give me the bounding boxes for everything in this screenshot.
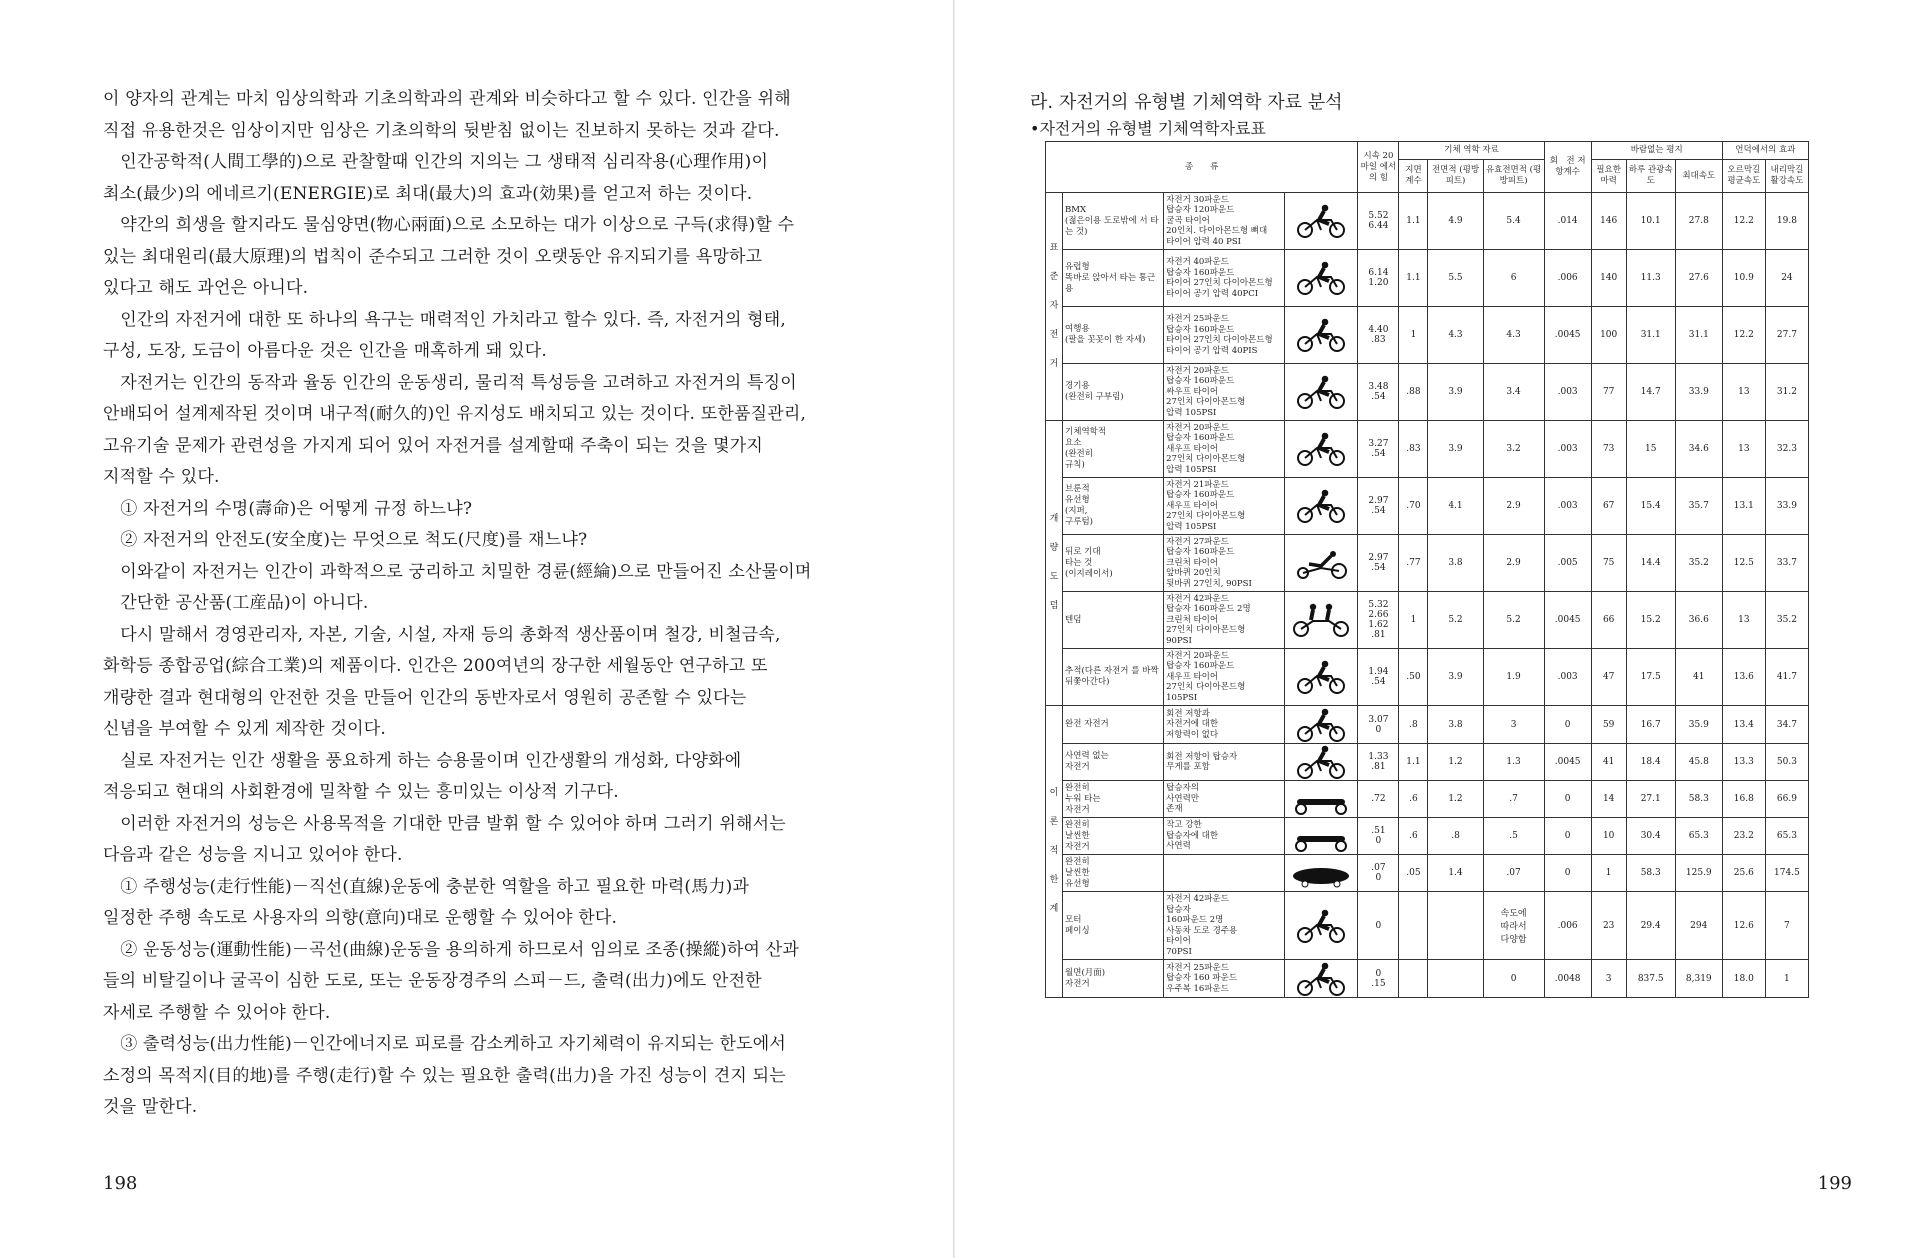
table-row [1046,592,1809,649]
value-cell-h2: 35.2 [1765,592,1808,649]
header-calm-group: 바람없는 평지 [1591,142,1722,160]
value-cell-h2: 65.3 [1765,818,1808,855]
bike-type-cell: 완전히 누워 타는 자전거 [1063,781,1164,818]
rider-pictogram-icon [1285,535,1358,592]
left-body-text [103,84,893,1124]
value-cell-rot: 0 [1544,781,1591,818]
rider-pictogram-icon [1285,892,1358,960]
bike-type-cell: 사연력 없는 자전거 [1063,744,1164,781]
value-cell-h2: 32.3 [1765,421,1808,478]
value-cell-c2: 3.8 [1428,535,1483,592]
value-cell-h1: 10.9 [1722,250,1765,307]
value-cell-m1: 14 [1591,781,1626,818]
section-title: 라. 자전거의 유형별 기체역학 자료 분석 [1030,92,1343,113]
value-cell-m3: 58.3 [1675,781,1722,818]
value-cell-speed: 2.97 .54 [1358,535,1399,592]
value-cell-c2: 1.4 [1428,855,1483,892]
value-cell-m2: 29.4 [1626,892,1675,960]
value-cell-m3: 45.8 [1675,744,1722,781]
value-cell-h1: 13 [1722,364,1765,421]
value-cell-rot: 0 [1544,855,1591,892]
value-cell-h1: 12.6 [1722,892,1765,960]
table-row [1046,307,1809,364]
value-cell-h2: 66.9 [1765,781,1808,818]
value-cell-c2: 4.1 [1428,478,1483,535]
body-line: 이와같이 자전거는 인간이 과학적으로 궁리하고 치밀한 경륜(經綸)으로 만들어진 소산물이며 [103,561,812,582]
table-row [1046,818,1809,855]
value-cell-h1: 25.6 [1722,855,1765,892]
bike-type-cell: 완전히 날씬한 자전거 [1063,818,1164,855]
rider-pictogram-icon [1285,706,1358,744]
right-page [955,0,1910,1258]
bike-type-cell: 브룬적 유선형 (지퍼, 구루텀) [1063,478,1164,535]
table-row [1046,364,1809,421]
body-line: ③ 출력성능(出力性能)－인간에너지로 피로를 감소케하고 자기체력이 유지되는 한도에서 [103,1034,786,1054]
value-cell-c3: 6 [1483,250,1544,307]
body-line: 고유기술 문제가 관련성을 가지게 되어 있어 자전거를 설계할때 주축이 되는 것을 몇가지 [103,435,764,456]
value-cell-c2: 4.3 [1428,307,1483,364]
table-row [1046,250,1809,307]
value-cell-m3: 125.9 [1675,855,1722,892]
body-line: 신념을 부여할 수 있게 제작한 것이다. [103,719,386,739]
configuration-cell: 자전거 21파운드 탑승자 160파운드 새우프 타이어 27인치 다이아몬드형 압력 105PSI [1164,478,1285,535]
body-line: 있다고 해도 과언은 아니다. [103,278,309,298]
value-cell-c2 [1428,960,1483,998]
configuration-cell: 자전거 20파운드 탑승자 160파운드 새우프 타이어 27인치 다이아몬드형 압력 105PSI [1164,421,1285,478]
value-cell-c2: 5.2 [1428,592,1483,649]
value-cell-h1: 13.3 [1722,744,1765,781]
bike-type-cell: 월면(月面) 자전거 [1063,960,1164,998]
value-cell-c2: 1.2 [1428,744,1483,781]
header-aero-col: 유효전면적 (평방피트) [1483,160,1544,193]
bike-type-cell: BMX (젊은이용 도로밖에 서 타는 것) [1063,193,1164,250]
configuration-cell: 자전거 42파운드 탑승자 160파운드 2명 사동차 도로 경주용 타이어 70PSI [1164,892,1285,960]
value-cell-h2: 174.5 [1765,855,1808,892]
row-group-label: 개 량 도 덤 [1046,421,1063,706]
value-cell-m1: 47 [1591,649,1626,706]
value-cell-speed: 3.27 .54 [1358,421,1399,478]
value-cell-h1: 23.2 [1722,818,1765,855]
bike-type-cell: 뒤로 기대 타는 것 (이지레이서) [1063,535,1164,592]
value-cell-c3: 5.2 [1483,592,1544,649]
value-cell-c2: 1.2 [1428,781,1483,818]
value-cell-c2: 3.8 [1428,706,1483,744]
value-cell-rot: .006 [1544,250,1591,307]
body-line: 이 양자의 관계는 마치 임상의학과 기초의학과의 관계와 비슷하다고 할 수 있다. 인간을 위해 [103,89,791,109]
value-cell-m3: 35.7 [1675,478,1722,535]
table-row [1046,781,1809,818]
value-cell-c2 [1428,892,1483,960]
value-cell-m3: 31.1 [1675,307,1722,364]
value-cell-h1: 18.0 [1722,960,1765,998]
value-cell-m2: 16.7 [1626,706,1675,744]
configuration-cell: 작고 강한 탑승자에 대한 사연력 [1164,818,1285,855]
value-cell-rot: .005 [1544,535,1591,592]
body-line: 화학등 종합공업(綜合工業)의 제품이다. 인간은 200여년의 장구한 세월동안 연구하고 또 [103,656,768,676]
value-cell-m3: 27.8 [1675,193,1722,250]
value-cell-c2: .8 [1428,818,1483,855]
body-line: 최소(最少)의 에네르기(ENERGIE)로 최대(最大)의 효과(効果)를 얻고저 하는 것이다. [103,183,753,204]
value-cell-c1: .83 [1399,421,1428,478]
rider-pictogram-icon [1285,649,1358,706]
body-line: 인간공학적(人間工學的)으로 관찰할때 인간의 지의는 그 생태적 심리작용(心理作用)이 [103,152,769,172]
rider-pictogram-icon [1285,744,1358,781]
header-rotation: 회 전 저항계수 [1544,142,1591,193]
body-line: ① 자전거의 수명(壽命)은 어떻게 규정 하느냐? [103,498,473,519]
body-line: 것을 말한다. [103,1097,198,1117]
value-cell-m1: 100 [1591,307,1626,364]
bike-type-cell: 기체역학적 요소 (완전히 규칙) [1063,421,1164,478]
table-row [1046,421,1809,478]
value-cell-m3: 8,319 [1675,960,1722,998]
value-cell-c3: .7 [1483,781,1544,818]
value-cell-rot: .0045 [1544,592,1591,649]
value-cell-c3: 5.4 [1483,193,1544,250]
value-cell-m2: 837.5 [1626,960,1675,998]
bike-type-cell: 경기용 (완전히 구부림) [1063,364,1164,421]
value-cell-speed: 0 .15 [1358,960,1399,998]
configuration-cell: 자전거 20파운드 탑승자 160파운드 싸우프 타이어 27인치 다이아몬드형 압력 105PSI [1164,364,1285,421]
value-cell-c1 [1399,892,1428,960]
value-cell-m2: 11.3 [1626,250,1675,307]
page-number-left: 198 [103,1173,138,1194]
value-cell-h1: 13.1 [1722,478,1765,535]
body-line: 약간의 희생을 할지라도 물심양면(物心兩面)으로 소모하는 대가 이상으로 구득(求得)할 수 [103,215,795,235]
table-row [1046,706,1809,744]
rider-pictogram-icon [1285,960,1358,998]
value-cell-c1: .8 [1399,706,1428,744]
value-cell-h2: 41.7 [1765,649,1808,706]
value-cell-rot: .003 [1544,421,1591,478]
value-cell-m2: 27.1 [1626,781,1675,818]
aerodynamics-table [1045,141,1809,998]
page-number-right: 199 [1817,1173,1852,1194]
value-cell-rot: .003 [1544,649,1591,706]
value-cell-speed: 4.40 .83 [1358,307,1399,364]
value-cell-m3: 36.6 [1675,592,1722,649]
rider-pictogram-icon [1285,250,1358,307]
table-row [1046,193,1809,250]
header-aero-col: 지면 계수 [1399,160,1428,193]
value-cell-m3: 65.3 [1675,818,1722,855]
value-cell-h1: 13.4 [1722,706,1765,744]
value-cell-m1: 140 [1591,250,1626,307]
value-cell-m1: 1 [1591,855,1626,892]
configuration-cell: 자전거 27파운드 탑승자 160파운드 크린처 타이어 앞바퀴 20인치 뒷바퀴 27인치, 90PSI [1164,535,1285,592]
value-cell-m1: 73 [1591,421,1626,478]
value-cell-h1: 13.6 [1722,649,1765,706]
value-cell-c2: 3.9 [1428,649,1483,706]
configuration-cell: 회전 저항과 자전거에 대한 저항력이 없다 [1164,706,1285,744]
value-cell-m1: 77 [1591,364,1626,421]
value-cell-h1: 16.8 [1722,781,1765,818]
value-cell-c1 [1399,960,1428,998]
value-cell-c3: .07 [1483,855,1544,892]
value-cell-c3: 1.3 [1483,744,1544,781]
value-cell-h2: 24 [1765,250,1808,307]
value-cell-m1: 146 [1591,193,1626,250]
value-cell-m3: 34.6 [1675,421,1722,478]
header-speed: 시속 20마일 에서의 힘 [1358,142,1399,193]
value-cell-m1: 3 [1591,960,1626,998]
value-cell-c1: 1.1 [1399,744,1428,781]
value-cell-rot: .014 [1544,193,1591,250]
value-cell-m2: 17.5 [1626,649,1675,706]
value-cell-rot: .0045 [1544,744,1591,781]
value-cell-rot: .0045 [1544,307,1591,364]
configuration-cell: 자전거 25파운드 탑승자 160파운드 타이어 27인치 다이아몬드형 타이어 공기 압력 40PIS [1164,307,1285,364]
value-cell-h2: 7 [1765,892,1808,960]
value-cell-m2: 15.4 [1626,478,1675,535]
rider-pictogram-icon [1285,592,1358,649]
bike-type-cell: 여행용 (팔을 꼿꼿이 한 자세) [1063,307,1164,364]
table-row [1046,535,1809,592]
value-cell-m1: 41 [1591,744,1626,781]
bike-type-cell: 완전 자전거 [1063,706,1164,744]
value-cell-speed: .51 0 [1358,818,1399,855]
value-cell-c1: 1.1 [1399,250,1428,307]
value-cell-c2: 5.5 [1428,250,1483,307]
rider-pictogram-icon [1285,307,1358,364]
body-line: 있는 최대원리(最大原理)의 법칙이 준수되고 그러한 것이 오랫동안 유지되기를 욕망하고 [103,246,763,267]
bike-type-cell: 모터 페이싱 [1063,892,1164,960]
header-kind: 종 류 [1046,142,1358,193]
body-line: 이러한 자전거의 성능은 사용목적을 기대한 만큼 발휘 할 수 있어야 하며 그러기 위해서는 [103,813,786,834]
value-cell-m2: 18.4 [1626,744,1675,781]
value-cell-m1: 66 [1591,592,1626,649]
bike-type-cell: 텐덤 [1063,592,1164,649]
configuration-cell: 자전거 20파운드 탑승자 160파운드 새우프 타이어 27인치 다이아몬드형 105PSI [1164,649,1285,706]
header-hill-col: 오르막길 평균속도 [1722,160,1765,193]
body-line: 적응되고 현대의 사회환경에 밀착할 수 있는 흥미있는 이상적 기구다. [103,782,619,802]
value-cell-speed: 2.97 .54 [1358,478,1399,535]
value-cell-m1: 23 [1591,892,1626,960]
value-cell-h2: 1 [1765,960,1808,998]
table-row [1046,892,1809,960]
value-cell-c1: .50 [1399,649,1428,706]
configuration-cell: 자전거 42파운드 탑승자 160파운드 2명 크린처 타이어 27인치 다이아몬드형 90PSI [1164,592,1285,649]
value-cell-rot: .0048 [1544,960,1591,998]
table-row [1046,478,1809,535]
table-row [1046,649,1809,706]
value-cell-h2: 19.8 [1765,193,1808,250]
value-cell-h1: 13 [1722,421,1765,478]
value-cell-h1: 13 [1722,592,1765,649]
value-cell-m2: 15 [1626,421,1675,478]
body-line: 안배되어 설계제작된 것이며 내구적(耐久的)인 유지성도 배치되고 있는 것이다. 또한품질관리, [103,404,807,424]
configuration-cell: 자전거 40파운드 탑승자 160파운드 타이어 27인치 다이아몬드형 타이어 공기 압력 40PCI [1164,250,1285,307]
configuration-cell: 자전거 25파운드 탑승자 160 파운드 우주복 16파운드 [1164,960,1285,998]
rider-pictogram-icon [1285,193,1358,250]
configuration-cell [1164,855,1285,892]
value-cell-m3: 33.9 [1675,364,1722,421]
value-cell-c1: .6 [1399,781,1428,818]
value-cell-m1: 59 [1591,706,1626,744]
value-cell-c2: 3.9 [1428,421,1483,478]
body-line: 자전거는 인간의 동작과 율동 인간의 운동생리, 물리적 특성등을 고려하고 자전거의 특징이 [103,372,797,393]
header-aero-col: 전면적 (평방피트) [1428,160,1483,193]
header-aero-group: 기체 역학 자료 [1399,142,1544,160]
value-cell-m2: 58.3 [1626,855,1675,892]
value-cell-speed: 3.48 .54 [1358,364,1399,421]
body-line: 들의 비탈길이나 굴곡이 심한 도로, 또는 운동장경주의 스피－드, 출력(出力)에도 안전한 [103,971,762,991]
configuration-cell: 자전거 30파운드 탑승자 120파운드 굴곡 타이어 20인치. 다이아몬드형 뼈대 타이어 압력 40 PSI [1164,193,1285,250]
value-cell-m2: 15.2 [1626,592,1675,649]
value-cell-rot: .006 [1544,892,1591,960]
value-cell-m3: 35.2 [1675,535,1722,592]
header-calm-col: 필요한 마력 [1591,160,1626,193]
table-caption: •자전거의 유형별 기체역학자료표 [1030,119,1266,138]
value-cell-h2: 34.7 [1765,706,1808,744]
rider-pictogram-icon [1285,364,1358,421]
body-line: 다시 말해서 경영관리자, 자본, 기술, 시설, 자재 등의 총화적 생산품이며 철강, 비철금속, [103,624,781,645]
value-cell-m1: 75 [1591,535,1626,592]
table-row [1046,960,1809,998]
value-cell-c1: .77 [1399,535,1428,592]
value-cell-c3: 1.9 [1483,649,1544,706]
value-cell-speed: 5.32 2.66 1.62 .81 [1358,592,1399,649]
value-cell-m1: 10 [1591,818,1626,855]
bike-type-cell: 완전히 날씬한 유선형 [1063,855,1164,892]
body-line: 자세로 주행할 수 있어야 한다. [103,1002,331,1023]
value-cell-c1: .6 [1399,818,1428,855]
body-line: 직접 유용한것은 임상이지만 임상은 기초의학의 뒷받침 없이는 진보하지 못하는 것과 같다. [103,120,780,141]
table-row [1046,855,1809,892]
body-line: ① 주행성능(走行性能)－직선(直線)운동에 충분한 역할을 하고 필요한 마력(馬力)과 [103,876,750,897]
bike-type-cell: 추적(다른 자전거 를 바짝 뒤쫓아간다) [1063,649,1164,706]
value-cell-m2: 30.4 [1626,818,1675,855]
value-cell-c1: 1 [1399,307,1428,364]
configuration-cell: 탑승자의 사연력만 존재 [1164,781,1285,818]
body-line: 실로 자전거는 인간 생활을 풍요하게 하는 승용물이며 인간생활의 개성화, 다양화에 [103,750,742,771]
value-cell-speed: 1.33 .81 [1358,744,1399,781]
row-group-label: 표 준 자 전 거 [1046,193,1063,421]
value-cell-c2: 4.9 [1428,193,1483,250]
header-hill-col: 내리막길 활강속도 [1765,160,1808,193]
value-cell-rot: 0 [1544,818,1591,855]
value-cell-c2: 3.9 [1428,364,1483,421]
value-cell-c1: .70 [1399,478,1428,535]
body-line: ② 자전거의 안전도(安全度)는 무엇으로 척도(尺度)를 재느냐? [103,530,588,550]
value-cell-m2: 31.1 [1626,307,1675,364]
rider-pictogram-icon [1285,818,1358,855]
value-cell-speed: 0 [1358,892,1399,960]
value-cell-speed: 6.14 1.20 [1358,250,1399,307]
value-cell-c3: 3.2 [1483,421,1544,478]
value-cell-c3: 3.4 [1483,364,1544,421]
value-cell-rot: .003 [1544,364,1591,421]
body-line: 구성, 도장, 도금이 아름다운 것은 인간을 매혹하게 돼 있다. [103,341,547,361]
value-cell-c1: .05 [1399,855,1428,892]
value-cell-rot: 0 [1544,706,1591,744]
value-cell-rot: .003 [1544,478,1591,535]
value-cell-m2: 10.1 [1626,193,1675,250]
value-cell-m2: 14.7 [1626,364,1675,421]
value-cell-h1: 12.2 [1722,193,1765,250]
value-cell-speed: .07 0 [1358,855,1399,892]
value-cell-m3: 294 [1675,892,1722,960]
row-group-label: 이 론 적 한 계 [1046,706,1063,998]
body-line: 간단한 공산품(工産品)이 아니다. [103,593,369,613]
body-line: 소정의 목적지(目的地)를 주행(走行)할 수 있는 필요한 출력(出力)을 가진 성능이 견지 되는 [103,1065,786,1086]
header-hill-group: 언덕에서의 효과 [1722,142,1808,160]
value-cell-h2: 31.2 [1765,364,1808,421]
table-row [1046,744,1809,781]
value-cell-c3: 2.9 [1483,535,1544,592]
rider-pictogram-icon [1285,421,1358,478]
value-cell-speed: 1.94 .54 [1358,649,1399,706]
value-cell-c1: 1.1 [1399,193,1428,250]
value-cell-c3: 3 [1483,706,1544,744]
value-cell-speed: .72 [1358,781,1399,818]
rider-pictogram-icon [1285,781,1358,818]
rider-pictogram-icon [1285,855,1358,892]
body-line: ② 운동성능(運動性能)－곡선(曲線)운동을 용의하게 하므로서 임의로 조종(操縱)하여 산과 [103,939,799,960]
rider-pictogram-icon [1285,478,1358,535]
value-cell-h2: 27.7 [1765,307,1808,364]
value-cell-c1: .88 [1399,364,1428,421]
configuration-cell: 회전 저항이 탑승자 무게를 포함 [1164,744,1285,781]
value-cell-h2: 33.9 [1765,478,1808,535]
value-cell-c3: .5 [1483,818,1544,855]
body-line: 지적할 수 있다. [103,467,220,487]
value-cell-m2: 14.4 [1626,535,1675,592]
header-calm-col: 최대속도 [1675,160,1722,193]
header-calm-col: 하루 관광속도 [1626,160,1675,193]
value-cell-c1: 1 [1399,592,1428,649]
body-line: 개량한 결과 현대형의 안전한 것을 만들어 인간의 동반자로서 영원히 공존할 수 있다는 [103,687,747,708]
bike-type-cell: 유럽형 똑바로 앉아서 타는 통근용 [1063,250,1164,307]
value-cell-m3: 35.9 [1675,706,1722,744]
body-line: 인간의 자전거에 대한 또 하나의 욕구는 매력적인 가치라고 할수 있다. 즉, 자전거의 형태, [103,309,787,330]
value-cell-m3: 41 [1675,649,1722,706]
value-cell-speed: 5.52 6.44 [1358,193,1399,250]
body-line: 다음과 같은 성능을 지니고 있어야 한다. [103,845,403,865]
value-cell-c3: 4.3 [1483,307,1544,364]
body-line: 일정한 주행 속도로 사용자의 의향(意向)대로 운행할 수 있어야 한다. [103,908,618,928]
value-cell-c3: 2.9 [1483,478,1544,535]
value-cell-h1: 12.5 [1722,535,1765,592]
value-cell-h2: 50.3 [1765,744,1808,781]
value-cell-c3: 0 [1483,960,1544,998]
value-cell-h2: 33.7 [1765,535,1808,592]
value-cell-m3: 27.6 [1675,250,1722,307]
value-cell-c3: 속도에 따라서 다양함 [1483,892,1544,960]
value-cell-h1: 12.2 [1722,307,1765,364]
value-cell-m1: 67 [1591,478,1626,535]
value-cell-speed: 3.07 0 [1358,706,1399,744]
